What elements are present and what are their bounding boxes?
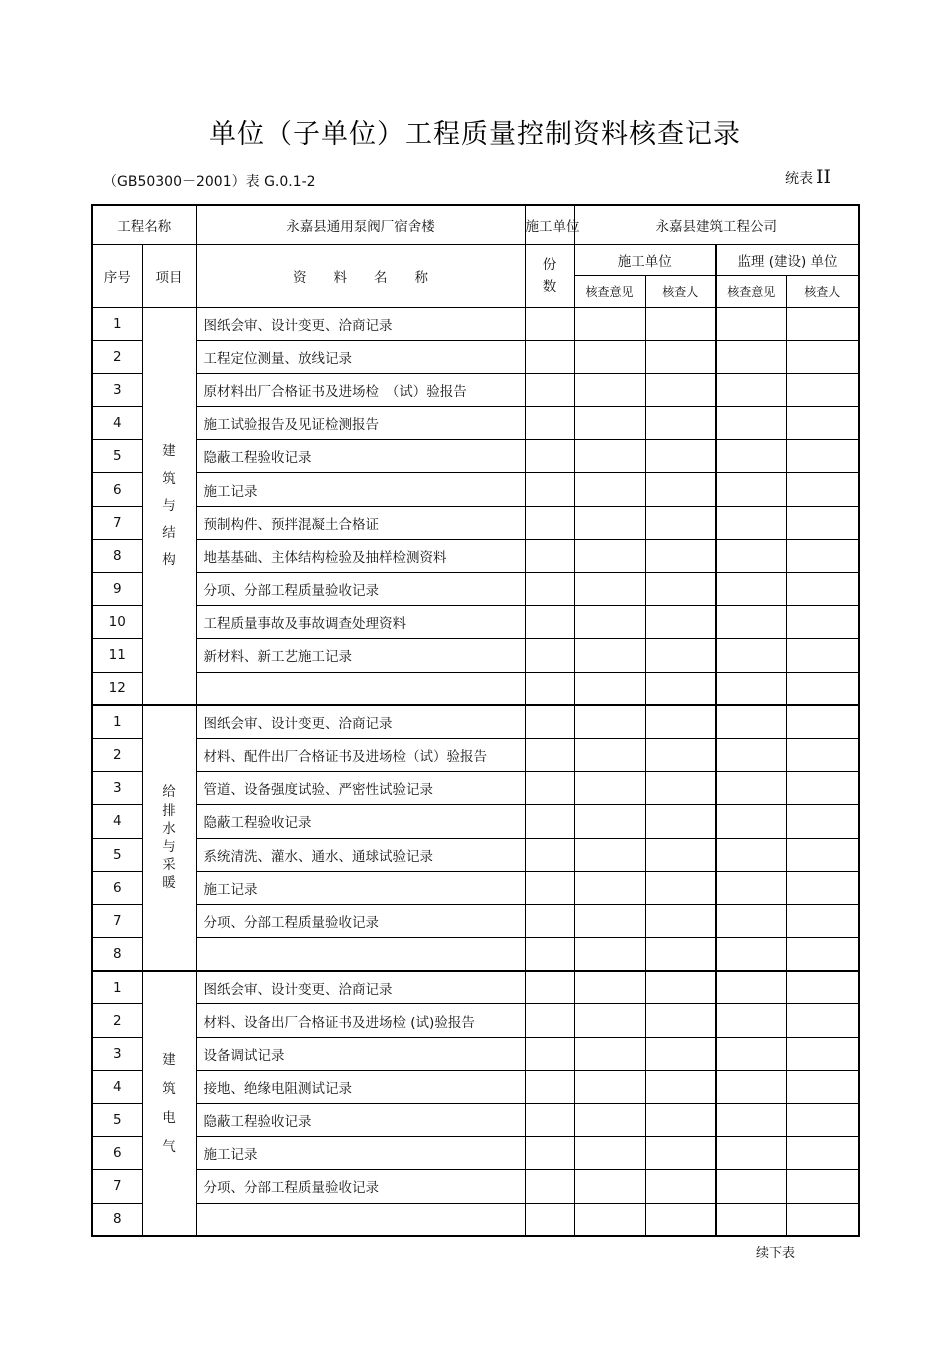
contractor-opinion-cell [574, 539, 645, 572]
document-name: 接地、绝缘电阻测试记录 [196, 1070, 525, 1103]
supervisor-opinion-cell [716, 639, 786, 672]
contractor-checker-cell [645, 307, 716, 340]
contractor-checker-cell [645, 1004, 716, 1037]
document-name: 分项、分部工程质量验收记录 [196, 573, 525, 606]
copies-cell [525, 1037, 574, 1070]
table-row [92, 1070, 859, 1103]
row-number: 5 [92, 838, 142, 871]
document-name: 地基基础、主体结构检验及抽样检测资料 [196, 539, 525, 572]
continuation-roman: II [816, 166, 832, 188]
document-name: 图纸会审、设计变更、洽商记录 [196, 307, 525, 340]
document-name: 工程定位测量、放线记录 [196, 340, 525, 373]
contractor-checker-cell [645, 506, 716, 539]
contractor-checker-cell [645, 772, 716, 805]
contractor-opinion-cell [574, 606, 645, 639]
table-row [92, 506, 859, 539]
contractor-opinion-cell [574, 1104, 645, 1137]
row-number: 8 [92, 938, 142, 971]
contractor-checker-cell [645, 805, 716, 838]
contractor-checker-cell [645, 672, 716, 705]
contractor-checker-cell [645, 340, 716, 373]
group-label-char: 与 [162, 839, 176, 855]
document-name: 管道、设备强度试验、严密性试验记录 [196, 772, 525, 805]
supervisor-opinion-cell [716, 705, 786, 738]
supervisor-opinion-cell [716, 340, 786, 373]
contractor-opinion-cell [574, 373, 645, 406]
group-label-char: 排 [162, 802, 176, 819]
copies-header [525, 244, 574, 307]
supervisor-checker-cell [786, 639, 859, 672]
document-name: 材料、配件出厂合格证书及进场检（试）验报告 [196, 738, 525, 771]
column-header-row-1 [92, 244, 859, 275]
supervisor-checker-cell [786, 738, 859, 771]
copies-cell [525, 738, 574, 771]
contractor-checker-header: 核查人 [645, 275, 716, 307]
copies-cell [525, 871, 574, 904]
document-name: 材料、设备出厂合格证书及进场检 (试)验报告 [196, 1004, 525, 1037]
document-name: 图纸会审、设计变更、洽商记录 [196, 705, 525, 738]
copies-cell [525, 473, 574, 506]
row-number: 9 [92, 573, 142, 606]
contractor-opinion-cell [574, 1203, 645, 1236]
copies-cell [525, 373, 574, 406]
supervisor-opinion-cell [716, 1137, 786, 1170]
contractor-checker-cell [645, 838, 716, 871]
contractor-opinion-cell [574, 805, 645, 838]
table-row [92, 407, 859, 440]
copies-cell [525, 639, 574, 672]
group-label [142, 307, 196, 705]
supervisor-opinion-cell [716, 373, 786, 406]
supervisor-checker-cell [786, 573, 859, 606]
document-name: 隐蔽工程验收记录 [196, 1104, 525, 1137]
copies-cell [525, 506, 574, 539]
document-name [196, 672, 525, 705]
contractor-opinion-cell [574, 705, 645, 738]
group-label-char: 筑 [162, 470, 176, 487]
supervisor-opinion-header: 核查意见 [716, 275, 786, 307]
table-row [92, 838, 859, 871]
contractor-checker-cell [645, 1203, 716, 1236]
copies-cell [525, 573, 574, 606]
supervisor-opinion-cell [716, 1004, 786, 1037]
table-row [92, 772, 859, 805]
contractor-checker-cell [645, 639, 716, 672]
contractor-column-header: 施工单位 [574, 244, 716, 275]
supervisor-opinion-cell [716, 772, 786, 805]
contractor-opinion-cell [574, 904, 645, 937]
supervisor-checker-cell [786, 1037, 859, 1070]
contractor-checker-cell [645, 473, 716, 506]
supervisor-column-header: 监理 (建设) 单位 [716, 244, 859, 275]
row-number: 6 [92, 871, 142, 904]
row-number: 3 [92, 373, 142, 406]
docs-header: 资 料 名 称 [196, 244, 525, 307]
supervisor-opinion-cell [716, 838, 786, 871]
supervisor-checker-cell [786, 506, 859, 539]
group-label-char: 构 [162, 552, 176, 569]
supervisor-opinion-cell [716, 473, 786, 506]
contractor-opinion-cell [574, 838, 645, 871]
continuation-label: 统表 [785, 171, 813, 187]
contractor-opinion-cell [574, 407, 645, 440]
contractor-opinion-cell [574, 1037, 645, 1070]
contractor-value: 永嘉县建筑工程公司 [574, 205, 859, 244]
row-number: 5 [92, 1104, 142, 1137]
copies-header-line1: 份 [542, 256, 557, 273]
supervisor-checker-cell [786, 672, 859, 705]
contractor-checker-cell [645, 705, 716, 738]
copies-cell [525, 1004, 574, 1037]
supervisor-checker-header: 核查人 [786, 275, 859, 307]
table-row [92, 1004, 859, 1037]
document-name: 施工记录 [196, 1137, 525, 1170]
project-name-label: 工程名称 [92, 205, 196, 244]
contractor-checker-cell [645, 606, 716, 639]
contractor-opinion-cell [574, 1137, 645, 1170]
row-number: 6 [92, 473, 142, 506]
row-number: 1 [92, 307, 142, 340]
copies-cell [525, 407, 574, 440]
document-name: 预制构件、预拌混凝土合格证 [196, 506, 525, 539]
document-name: 施工试验报告及见证检测报告 [196, 407, 525, 440]
contractor-opinion-cell [574, 473, 645, 506]
row-number: 7 [92, 904, 142, 937]
document-name: 分项、分部工程质量验收记录 [196, 1170, 525, 1203]
row-number: 7 [92, 1170, 142, 1203]
table-row [92, 971, 859, 1004]
group-label-char: 采 [162, 857, 176, 874]
supervisor-opinion-cell [716, 506, 786, 539]
continuation-marker [785, 166, 831, 188]
contractor-checker-cell [645, 373, 716, 406]
supervisor-checker-cell [786, 440, 859, 473]
supervisor-checker-cell [786, 473, 859, 506]
copies-cell [525, 1203, 574, 1236]
supervisor-checker-cell [786, 539, 859, 572]
group-label-char: 水 [162, 820, 176, 837]
table-row [92, 539, 859, 572]
copies-cell [525, 340, 574, 373]
supervisor-opinion-cell [716, 1104, 786, 1137]
supervisor-checker-cell [786, 1170, 859, 1203]
copies-cell [525, 307, 574, 340]
supervisor-checker-cell [786, 340, 859, 373]
document-name: 原材料出厂合格证书及进场检 （试）验报告 [196, 373, 525, 406]
contractor-opinion-cell [574, 1004, 645, 1037]
supervisor-opinion-cell [716, 307, 786, 340]
copies-cell [525, 1137, 574, 1170]
copies-cell [525, 805, 574, 838]
page-title: 单位（子单位）工程质量控制资料核查记录 [209, 119, 741, 150]
copies-cell [525, 672, 574, 705]
group-label [142, 705, 196, 971]
supervisor-opinion-cell [716, 738, 786, 771]
table-row [92, 307, 859, 340]
group-label-char: 给 [162, 784, 176, 801]
contractor-opinion-cell [574, 340, 645, 373]
document-name [196, 938, 525, 971]
contractor-checker-cell [645, 1170, 716, 1203]
supervisor-checker-cell [786, 1104, 859, 1137]
document-name: 图纸会审、设计变更、洽商记录 [196, 971, 525, 1004]
contractor-checker-cell [645, 1070, 716, 1103]
table-row [92, 373, 859, 406]
copies-cell [525, 1170, 574, 1203]
table-row [92, 473, 859, 506]
table-row [92, 639, 859, 672]
row-number: 8 [92, 1203, 142, 1236]
supervisor-checker-cell [786, 1070, 859, 1103]
contractor-opinion-cell [574, 639, 645, 672]
supervisor-opinion-cell [716, 871, 786, 904]
contractor-opinion-cell [574, 1170, 645, 1203]
contractor-opinion-cell [574, 738, 645, 771]
supervisor-opinion-cell [716, 971, 786, 1004]
table-row [92, 573, 859, 606]
supervisor-checker-cell [786, 373, 859, 406]
table-row [92, 1104, 859, 1137]
contractor-opinion-cell [574, 672, 645, 705]
copies-cell [525, 539, 574, 572]
contractor-label: 施工单位 [525, 205, 574, 244]
copies-cell [525, 705, 574, 738]
document-name: 设备调试记录 [196, 1037, 525, 1070]
group-label-char: 气 [162, 1139, 176, 1156]
document-name: 施工记录 [196, 473, 525, 506]
supervisor-checker-cell [786, 971, 859, 1004]
document-name [196, 1203, 525, 1236]
supervisor-opinion-cell [716, 407, 786, 440]
supervisor-checker-cell [786, 838, 859, 871]
row-number: 2 [92, 1004, 142, 1037]
contractor-opinion-cell [574, 938, 645, 971]
row-number: 3 [92, 1037, 142, 1070]
contractor-checker-cell [645, 871, 716, 904]
contractor-opinion-cell [574, 506, 645, 539]
supervisor-opinion-cell [716, 606, 786, 639]
row-number: 4 [92, 805, 142, 838]
document-name: 隐蔽工程验收记录 [196, 440, 525, 473]
supervisor-checker-cell [786, 904, 859, 937]
row-number: 10 [92, 606, 142, 639]
seq-header: 序号 [92, 244, 142, 307]
copies-cell [525, 971, 574, 1004]
table-row [92, 871, 859, 904]
document-name: 分项、分部工程质量验收记录 [196, 904, 525, 937]
copies-cell [525, 1070, 574, 1103]
supervisor-checker-cell [786, 1004, 859, 1037]
table-row [92, 672, 859, 705]
supervisor-opinion-cell [716, 440, 786, 473]
document-name: 施工记录 [196, 871, 525, 904]
contractor-opinion-cell [574, 440, 645, 473]
table-row [92, 606, 859, 639]
project-info-row [92, 205, 859, 244]
row-number: 1 [92, 705, 142, 738]
copies-cell [525, 440, 574, 473]
project-name-value: 永嘉县通用泵阀厂宿舍楼 [196, 205, 525, 244]
copies-cell [525, 904, 574, 937]
quality-control-table [91, 204, 860, 1237]
table-row [92, 1037, 859, 1070]
contractor-checker-cell [645, 539, 716, 572]
row-number: 11 [92, 639, 142, 672]
copies-cell [525, 838, 574, 871]
supervisor-opinion-cell [716, 1170, 786, 1203]
table-row [92, 738, 859, 771]
row-number: 2 [92, 340, 142, 373]
row-number: 5 [92, 440, 142, 473]
row-number: 2 [92, 738, 142, 771]
table-row [92, 440, 859, 473]
contractor-checker-cell [645, 1104, 716, 1137]
contractor-checker-cell [645, 1137, 716, 1170]
supervisor-checker-cell [786, 871, 859, 904]
supervisor-opinion-cell [716, 938, 786, 971]
supervisor-checker-cell [786, 772, 859, 805]
supervisor-opinion-cell [716, 539, 786, 572]
row-number: 12 [92, 672, 142, 705]
contractor-opinion-cell [574, 971, 645, 1004]
row-number: 4 [92, 1070, 142, 1103]
group-label-char: 电 [162, 1110, 176, 1126]
contractor-checker-cell [645, 440, 716, 473]
table-row [92, 1137, 859, 1170]
document-name: 隐蔽工程验收记录 [196, 805, 525, 838]
supervisor-checker-cell [786, 407, 859, 440]
copies-cell [525, 606, 574, 639]
contractor-checker-cell [645, 904, 716, 937]
supervisor-opinion-cell [716, 573, 786, 606]
supervisor-checker-cell [786, 606, 859, 639]
row-number: 7 [92, 506, 142, 539]
table-row [92, 340, 859, 373]
standard-reference: （GB50300－2001）表 G.0.1-2 [103, 174, 316, 190]
supervisor-checker-cell [786, 938, 859, 971]
document-name: 新材料、新工艺施工记录 [196, 639, 525, 672]
row-number: 6 [92, 1137, 142, 1170]
contractor-opinion-cell [574, 307, 645, 340]
document-name: 系统清洗、灌水、通水、通球试验记录 [196, 838, 525, 871]
group-label-char: 与 [162, 497, 176, 514]
table-row [92, 938, 859, 971]
row-number: 3 [92, 772, 142, 805]
contractor-checker-cell [645, 971, 716, 1004]
supervisor-opinion-cell [716, 1203, 786, 1236]
item-header: 项目 [142, 244, 196, 307]
supervisor-opinion-cell [716, 1070, 786, 1103]
supervisor-opinion-cell [716, 1037, 786, 1070]
table-row [92, 1170, 859, 1203]
row-number: 8 [92, 539, 142, 572]
group-label-char: 建 [162, 443, 176, 460]
contractor-opinion-cell [574, 772, 645, 805]
contractor-checker-cell [645, 573, 716, 606]
group-label-char: 筑 [162, 1080, 176, 1097]
supervisor-opinion-cell [716, 805, 786, 838]
copies-cell [525, 938, 574, 971]
group-label-char: 结 [162, 524, 176, 541]
copies-cell [525, 772, 574, 805]
continued-below-note: 续下表 [756, 1246, 796, 1261]
table-row [92, 1203, 859, 1236]
document-name: 工程质量事故及事故调查处理资料 [196, 606, 525, 639]
row-number: 1 [92, 971, 142, 1004]
table-row [92, 904, 859, 937]
group-label [142, 971, 196, 1237]
supervisor-checker-cell [786, 1137, 859, 1170]
copies-cell [525, 1104, 574, 1137]
table-row [92, 805, 859, 838]
contractor-opinion-cell [574, 573, 645, 606]
group-label-char: 暖 [162, 875, 176, 892]
supervisor-checker-cell [786, 1203, 859, 1236]
supervisor-opinion-cell [716, 904, 786, 937]
group-label-char: 建 [162, 1051, 176, 1068]
copies-header-line2: 数 [542, 278, 557, 295]
supervisor-checker-cell [786, 805, 859, 838]
supervisor-opinion-cell [716, 672, 786, 705]
table-row [92, 705, 859, 738]
contractor-opinion-cell [574, 1070, 645, 1103]
contractor-opinion-header: 核查意见 [574, 275, 645, 307]
contractor-checker-cell [645, 938, 716, 971]
row-number: 4 [92, 407, 142, 440]
supervisor-checker-cell [786, 705, 859, 738]
supervisor-checker-cell [786, 307, 859, 340]
contractor-checker-cell [645, 1037, 716, 1070]
contractor-checker-cell [645, 407, 716, 440]
contractor-opinion-cell [574, 871, 645, 904]
contractor-checker-cell [645, 738, 716, 771]
